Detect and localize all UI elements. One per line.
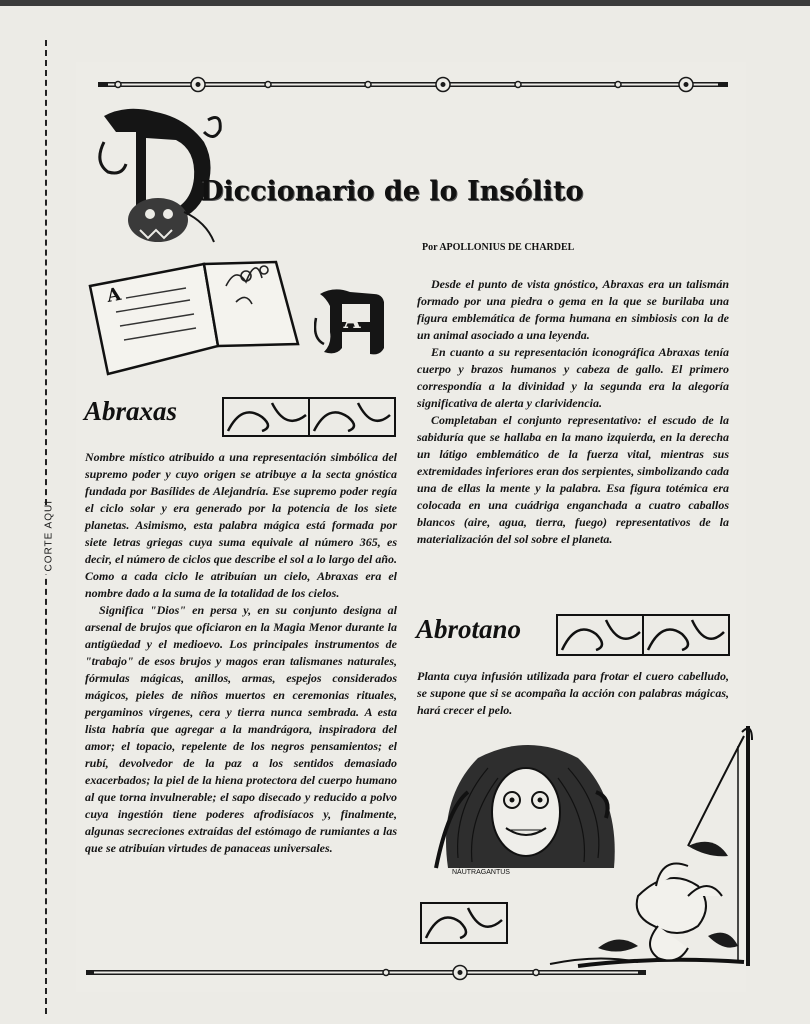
cut-label: CORTE AQUI — [44, 509, 55, 575]
open-book-icon — [86, 246, 301, 381]
paragraph: Desde el punto de vista gnóstico, Abraxas era un talismán formado por una piedra o gema en la que se burilaba una figura emblemática de forma humana en simbiosis con la de un animal asociado a una leyenda. — [417, 277, 729, 342]
flower-corner-ornament — [538, 726, 760, 990]
column-left — [85, 449, 397, 857]
bottom-ornamental-rule — [86, 962, 646, 984]
column-right — [417, 276, 729, 548]
section-initial-a — [314, 284, 390, 360]
art-nouveau-border-ornament — [222, 397, 396, 437]
entry-heading-abrotano: Abrotano — [416, 614, 522, 644]
paragraph: Significa "Dios" en persa y, en su conjunto designa al arsenal de brujos que oficiaron en la Magia Menor durante la antigüedad y el medioevo. Los principales instrumentos de "trabajo" de esos brujos y magos eran talismanes naturales, fórmulas mágicas, anillos, armas, espejos considerados mágicos, pieles de niños muertos en ceremonias rituales, pergaminos vírgenes, cera y tierra nunca sembrada. A esta lista habría que agregar a la mandrágora, inspiradora del amor; el topacio, repelente de los negros pensamientos; el rubí, devolvedor de la paz a los sentidos demasiado exacerbados; la piel de la hiena protectora del cuerpo humano al que torna invulnerable; el sapo disecado y reducido a polvo cuya ingestión tiene poderes afrodisíacos y, finalmente, algunas secreciones extraídas del estómago de rumiantes a las que se atribuían virtudes de panaceas universales. — [85, 603, 397, 855]
byline: Por APOLLONIUS DE CHARDEL — [422, 242, 575, 253]
art-nouveau-border-ornament — [420, 902, 508, 944]
paragraph: Planta cuya infusión utilizada para frotar el cuero cabelludo, se supone que si se acompaña la acción con palabras mágicas, hará crecer el pelo. — [417, 669, 729, 717]
art-nouveau-border-ornament — [556, 614, 730, 656]
paragraph: Completaban el conjunto representativo: el escudo de la sabiduría que se hallaba en la mano izquierda, en la derecha un látigo emblemático de la fuerza vital, mientras sus extremidades inferiores eran dos serpientes, simbolizando cada una de ellas la mente y la palabra. Esa figura totémica era colocada en una cuádriga enganchada a cuatro caballos blancos (aire, agua, tierra, fuego) representativos de la materialización del sol sobre el planeta. — [417, 413, 729, 546]
column-right-abrotano — [417, 668, 729, 719]
paragraph: En cuanto a su representación iconográfica Abraxas tenía cuerpo y brazos humanos y cabeza de gallo. El primero correspondía a la divinidad y la segunda era la alegoría significativa de alerta y clarividencia. — [417, 345, 729, 410]
page-title: Diccionario de lo Insólito — [200, 176, 584, 207]
page-edge-shadow — [0, 0, 810, 6]
section-letter: A — [343, 308, 361, 334]
entry-heading-abraxas: Abraxas — [84, 396, 178, 426]
paragraph: Nombre místico atribuido a una representación simbólica del supremo poder y cuyo origen se atribuye a la secta gnóstica fundada por Basílides de Alejandría. Ese supremo poder regía el ciclo solar y era generado por la potencia de los siete planetas. Asimismo, esta palabra mágica está formada por siete letras griegas cuya suma equivale al número 365, es decir, el número de ciclos que describe el sol a lo largo del año. Como a cada ciclo le atribuían un cielo, Abraxas era el nombre dado a la suma de la totalidad de los cielos. — [85, 450, 397, 600]
artist-signature: NÁUTRAGANTUS — [452, 869, 510, 876]
book-page-letter: A — [105, 283, 123, 307]
top-ornamental-rule — [98, 74, 728, 96]
